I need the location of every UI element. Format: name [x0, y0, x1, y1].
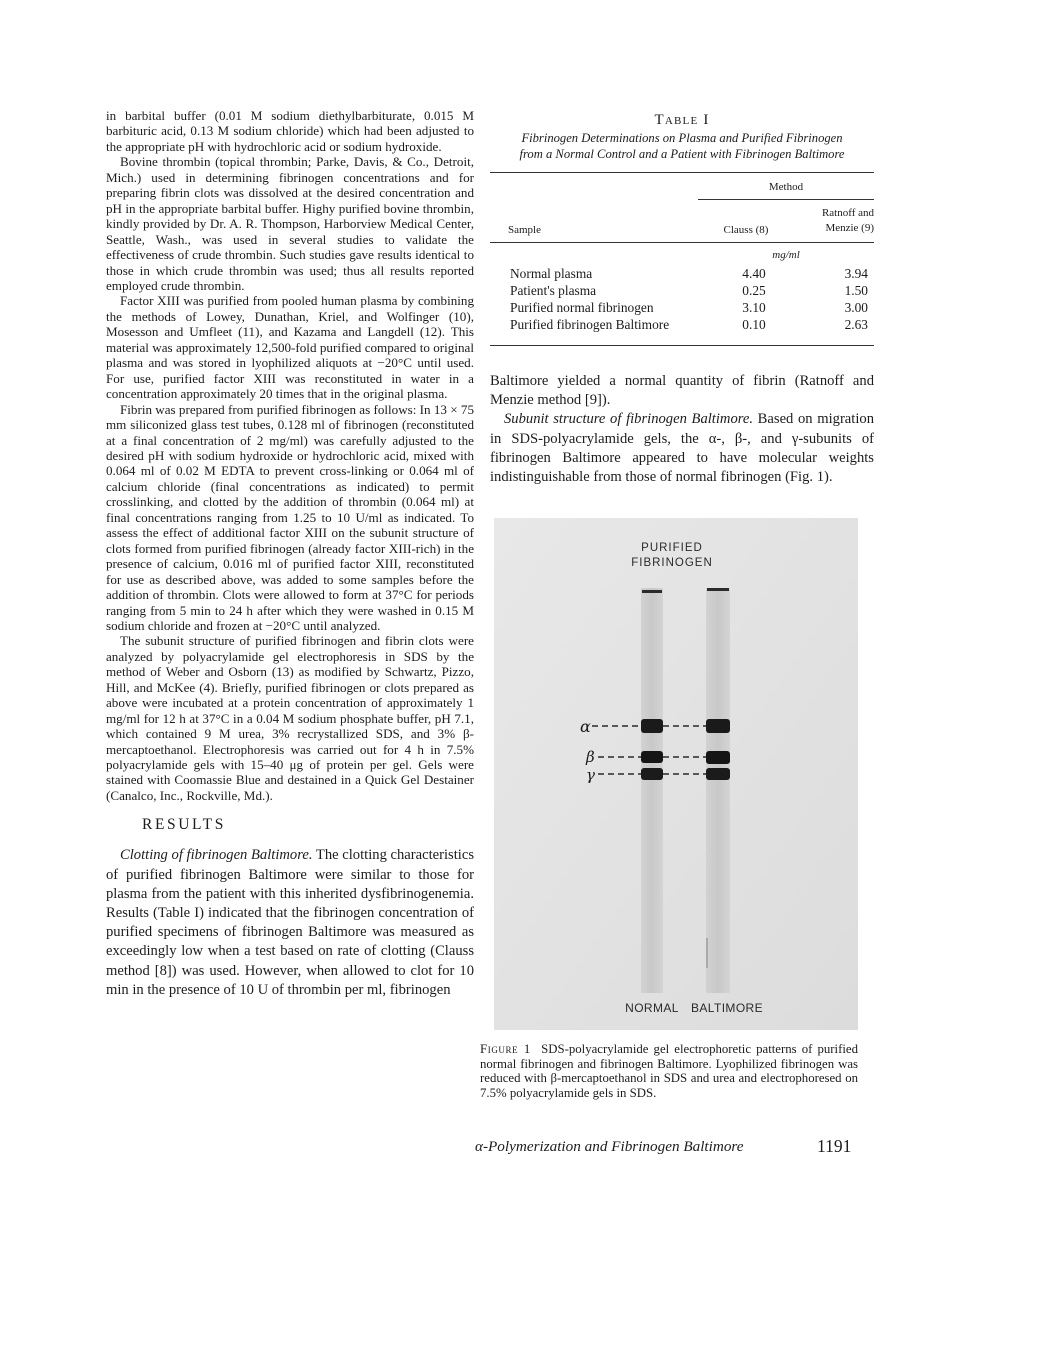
- table-header-row: [490, 200, 874, 243]
- figure-caption-label: Figure 1: [480, 1042, 531, 1056]
- gel-image: [494, 518, 858, 1030]
- lane-normal: [641, 588, 663, 993]
- page-number: 1191: [817, 1136, 852, 1156]
- col-header-sample: Sample: [508, 224, 541, 236]
- table-row: Purified fibrinogen Baltimore 0.10 2.63: [510, 317, 868, 332]
- origin-mark-baltimore: [707, 588, 729, 591]
- paragraph-subunit-structure: [490, 410, 874, 487]
- table-row: Purified normal fibrinogen 3.10 3.00: [510, 300, 868, 315]
- method-header: Method: [698, 173, 874, 200]
- label-normal: NORMAL: [625, 1001, 679, 1015]
- left-column: [106, 108, 474, 1000]
- paragraph-bovine-thrombin: Bovine thrombin (topical thrombin; Parke, Davis, & Co., Detroit, Mich.) used in determining fibrinogen concentrations and for preparing fibrin clots was dissolved at the desired concentration and pH in the appropriate barbital buffer. Highy purified bovine thrombin, kindly provided by Dr. A. R. Thompson, Harborview Medical Center, Seattle, Wash., was used in several studies to validate the effectiveness of crude thrombin. Such studies gave results identical to those in which crude thrombin was used; thus all results reported employed crude thrombin.: [106, 154, 474, 293]
- right-column-text: [490, 372, 874, 487]
- paragraph-factor-xiii: Factor XIII was purified from pooled human plasma by combining the methods of Lowey, Dunathan, Kriel, and Wolfinger (10), Mosesson and Umfleet (11), and Kazama and Langdell (12). This material was approximately 12,500-fold purified compared to original plasma and was stored in lyophilized aliquots at −20°C until used. For use, purified factor XIII was reconstituted in water in a concentration approximately 20 times that in the original plasma.: [106, 293, 474, 402]
- paragraph-clotting: [106, 846, 474, 1000]
- label-alpha: α: [580, 717, 591, 736]
- label-beta: β: [586, 748, 595, 766]
- results-heading: RESULTS: [142, 816, 226, 834]
- band-alpha-normal: [641, 719, 663, 733]
- table-label: Table I: [654, 112, 710, 128]
- table-rule-bottom: [490, 333, 874, 346]
- lane-baltimore: [706, 588, 730, 993]
- table-rule-top: [490, 173, 874, 200]
- units-label: mg/ml: [698, 243, 874, 266]
- figure-caption-text: SDS-polyacrylamide gel electrophoretic patterns of purified normal fibrinogen and fibrinogen Baltimore. Lyophilized fibrinogen was reduced with β-mercaptoethanol in SDS and urea and electrophoresed on 7.5% polyacrylamide gels in SDS.: [480, 1042, 858, 1100]
- label-purified: PURIFIED: [641, 542, 703, 554]
- band-gamma-baltimore: [706, 768, 730, 780]
- band-beta-normal: [641, 751, 663, 763]
- label-baltimore: BALTIMORE: [690, 1001, 764, 1015]
- figure-1-gel-photo: [494, 518, 858, 1030]
- running-head: α-Polymerization and Fibrinogen Baltimore: [475, 1138, 744, 1155]
- clotting-runin-heading: Clotting of fibrinogen Baltimore.: [120, 847, 313, 864]
- figure-caption: [480, 1042, 858, 1100]
- units-row: [490, 243, 874, 266]
- paragraph-subunit-analysis: The subunit structure of purified fibrinogen and fibrin clots were analyzed by polyacrylamide gel electrophoresis in SDS by the method of Weber and Osborn (13) as modified by Schwartz, Pizzo, Hill, and McKee (4). Briefly, purified fibrinogen or clots prepared as above were incubated at a protein concentration of approximately 1 mg/ml for 12 h at 37°C in a 0.04 M sodium phosphate buffer, pH 7.1, which contained 9 M urea, 3% recrystallized SDS, and 3% β-mercaptoethanol. Electrophoresis was carried out for 4 h in 7.5% polyacrylamide gels with 15–40 μg of protein per gel. Gels were stained with Coomassie Blue and destained in a Quick Gel Destainer (Canalco, Inc., Rockville, Md.).: [106, 633, 474, 803]
- table-row: Normal plasma 4.40 3.94: [510, 266, 868, 281]
- subunit-text: Based on migration in SDS-polyacrylamide gels, the α-, β-, and γ-subunits of fibrinogen Baltimore appeared to have molecular weights indistinguishable from those of normal fibrinogen (Fig. 1).: [490, 411, 874, 486]
- table-1: [490, 112, 874, 346]
- band-beta-baltimore: [706, 751, 730, 764]
- fibrinogen-table: [490, 172, 874, 346]
- gel-streak: [706, 938, 708, 968]
- table-caption: Fibrinogen Determinations on Plasma and Purified Fibrinogen from a Normal Control and a Patient with Fibrinogen Baltimore: [519, 131, 845, 161]
- paragraph-baltimore-fibrin: Baltimore yielded a normal quantity of fibrin (Ratnoff and Menzie method [9]).: [490, 373, 874, 409]
- paragraph-barbital-buffer: in barbital buffer (0.01 M sodium diethylbarbiturate, 0.015 M barbituric acid, 0.13 M sodium chloride) which had been adjusted to the appropriate pH with hydrochloric acid or sodium hydroxide.: [106, 108, 474, 154]
- label-fibrinogen: FIBRINOGEN: [631, 557, 713, 569]
- band-gamma-normal: [641, 768, 663, 780]
- origin-mark-normal: [642, 590, 662, 593]
- paragraph-fibrin-preparation: Fibrin was prepared from purified fibrinogen as follows: In 13 × 75 mm siliconized glass test tubes, 0.128 ml of fibrinogen (reconstituted at a final concentration of 2 mg/ml) was carefully adjusted to the desired pH with sodium hydroxide or hydrochloric acid, mixed with 0.064 ml of 0.02 M EDTA to prevent cross-linking or 0.064 ml of calcium chloride (final concentrations as indicated) to permit crosslinking, and clotted by the addition of thrombin (0.064 ml) at final concentrations ranging from 1.25 to 10 U/ml as indicated. To assess the effect of additional factor XIII on the subunit structure of clots formed from purified fibrinogen (already factor XIII-rich) in the presence of calcium, 0.016 ml of purified factor XIII, reconstituted for use as described above, was added to some samples before the addition of thrombin. Clots were allowed to form at 37°C for periods ranging from 5 min to 24 h after which they were washed in 0.15 M sodium chloride and frozen at −20°C until analyzed.: [106, 401, 474, 633]
- band-alpha-baltimore: [706, 719, 730, 733]
- col-header-ratnoff: Ratnoff and Menzie (9): [821, 207, 874, 234]
- label-gamma: γ: [586, 766, 595, 784]
- col-header-clauss: Clauss (8): [723, 224, 769, 236]
- clotting-text: The clotting characteristics of purified fibrinogen Baltimore were similar to those for plasma from the patient with this inherited dysfibrinogenemia. Results (Table I) indicated that the fibrinogen concentration of purified specimens of fibrinogen Baltimore was measured as exceedingly low when a test based on rate of clotting (Clauss method [8]) was used. However, when allowed to clot for 10 min in the presence of 10 U of thrombin per ml, fibrinogen: [106, 847, 474, 998]
- table-row: Patient's plasma 0.25 1.50: [510, 283, 868, 298]
- subunit-runin-heading: Subunit structure of fibrinogen Baltimore.: [504, 411, 754, 428]
